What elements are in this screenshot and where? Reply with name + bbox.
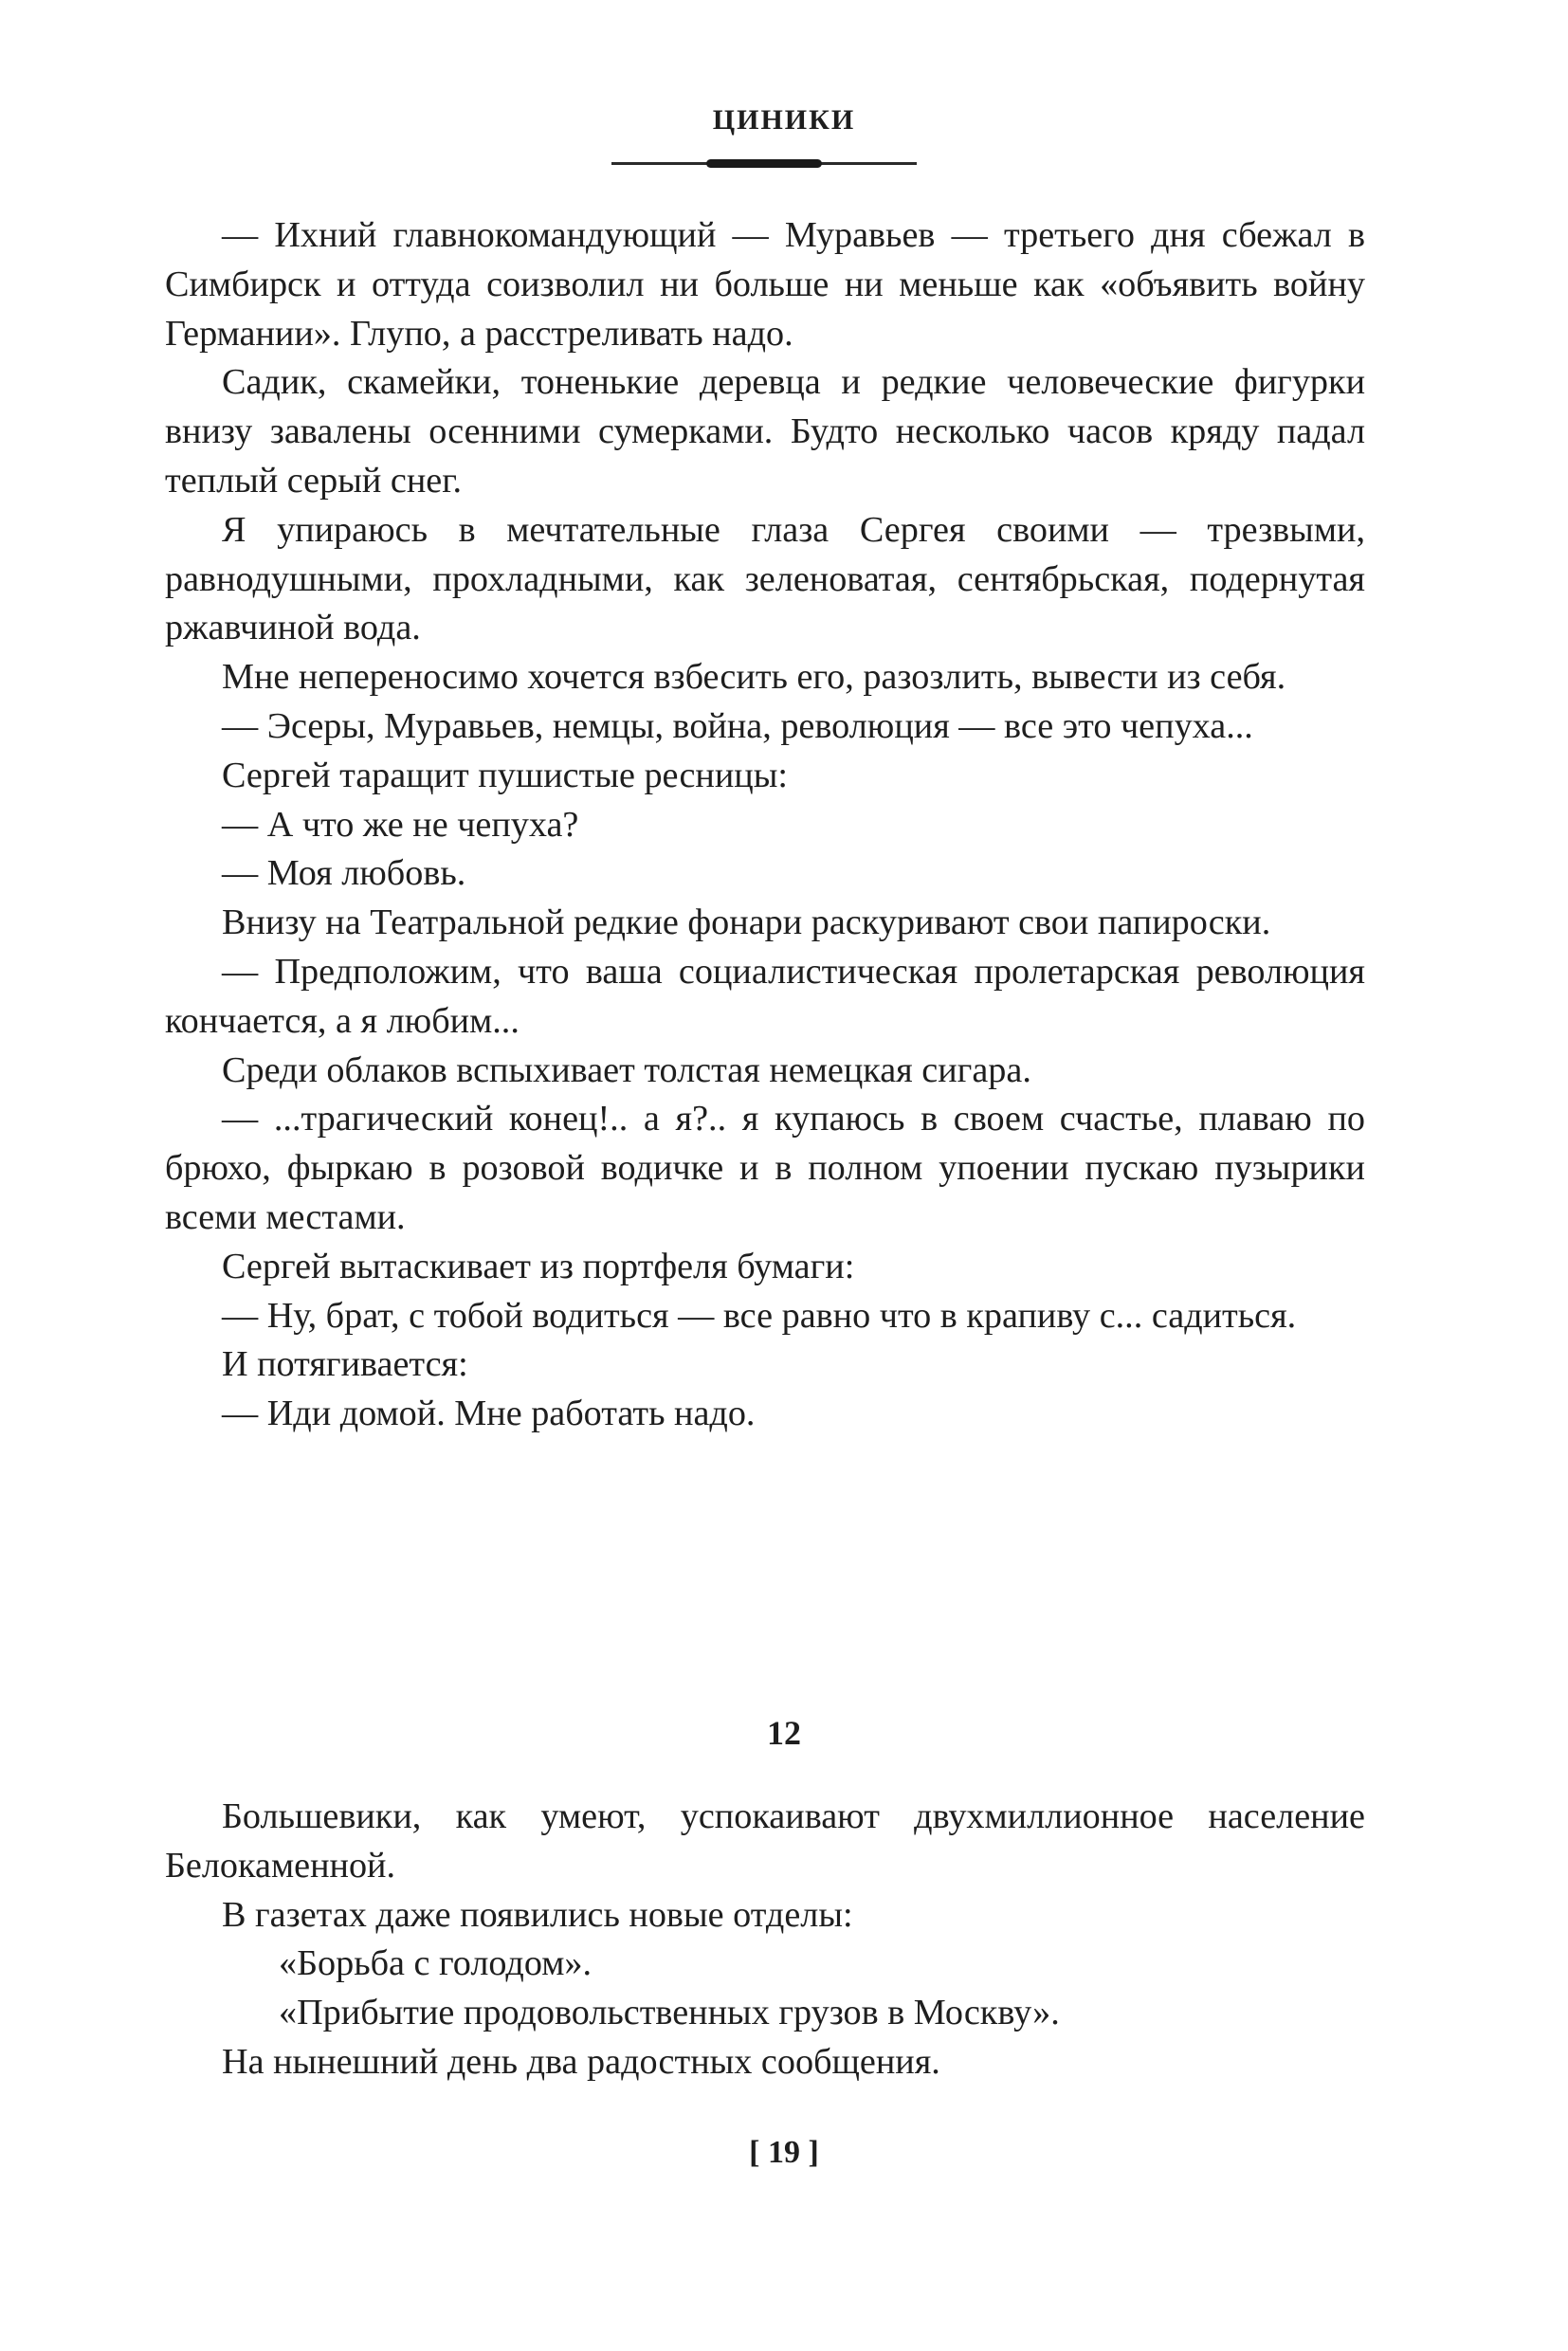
newspaper-heading: «Борьба с голодом». [279, 1943, 593, 1984]
paragraph: Мне непереносимо хочется взбесить его, разозлить, вывести из себя. [222, 657, 1286, 698]
paragraph: И потягивается: [222, 1344, 468, 1385]
header-rule-ornament [706, 159, 822, 168]
running-header: ЦИНИКИ [712, 104, 856, 136]
paragraph: — Иди домой. Мне работать надо. [222, 1394, 756, 1434]
paragraph: — Ихний главнокомандующий — Муравьев — третьего дня сбежал в Симбирск и оттуда соизволил ни больше ни меньше как «объявить войну Германии». Глупо, а расстреливать надо. [165, 215, 1365, 354]
chapter-number: 12 [767, 1714, 801, 1752]
paragraph: — Моя любовь. [222, 853, 466, 894]
paragraph: Сергей вытаскивает из портфеля бумаги: [222, 1246, 855, 1286]
body-text-section-1 [165, 211, 1365, 1439]
paragraph: — ...трагический конец!.. а я?.. я купаюсь в своем счастье, плаваю по брюхо, фыркаю в розовой водичке и в полном упоении пускаю пузырики всеми местами. [165, 1099, 1365, 1237]
newspaper-heading: «Прибытие продовольственных грузов в Москву». [279, 1993, 1060, 2033]
paragraph: В газетах даже появились новые отделы: [222, 1894, 853, 1935]
paragraph: Я упираюсь в мечтательные глаза Сергея своими — трезвыми, равнодушными, прохладными, как зеленоватая, сентябрьская, подернутая ржавчиной вода. [165, 509, 1365, 648]
paragraph: — Предположим, что ваша социалистическая пролетарская революция кончается, а я любим... [165, 951, 1365, 1041]
paragraph: Сергей таращит пушистые ресницы: [222, 755, 788, 795]
body-text-section-2 [165, 1793, 1365, 2087]
paragraph: На нынешний день два радостных сообщения. [222, 2041, 940, 2082]
paragraph: — Эсеры, Муравьев, немцы, война, революция — все это чепуха... [222, 705, 1253, 746]
paragraph: Садик, скамейки, тоненькие деревца и редкие человеческие фигурки внизу завалены осенними сумерками. Будто несколько часов кряду падал теплый серый снег. [165, 362, 1365, 501]
paragraph: Большевики, как умеют, успокаивают двухмиллионное население Белокаменной. [165, 1796, 1365, 1886]
paragraph: Внизу на Театральной редкие фонари раскуривают свои папироски. [222, 902, 1271, 943]
paragraph: — А что же не чепуха? [222, 804, 579, 845]
paragraph: Среди облаков вспыхивает толстая немецкая сигара. [222, 1049, 1031, 1090]
page-number: [ 19 ] [749, 2135, 819, 2170]
paragraph: — Ну, брат, с тобой водиться — все равно что в крапиву с... садиться. [222, 1295, 1297, 1336]
